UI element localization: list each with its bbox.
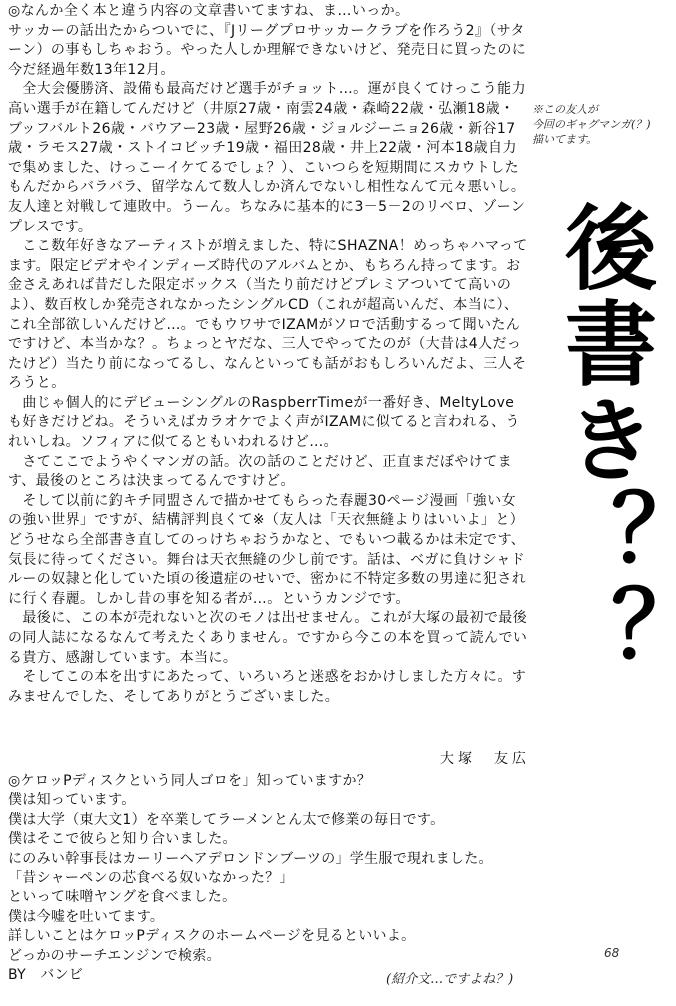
paragraph: そして以前に釣キチ同盟さんで描かせてもらった春麗30ページ漫画「強い女の強い世界」ですが、結構評判良くて※（友人は「天衣無縫よりはいいよ」と）どうせなら全部書き直してのっけちゃおうかなと、でもいつ載るかは未定です、気長に待ってください。舞台は天衣無縫の少し前です。話は、ベガに負けシャドルーの奴隷と化していた頃の後遺症のせいで、密かに不特定多数の男達に犯されに行く春麗。しかし昔の事を知る者が…。というカンジです。	[8, 492, 527, 607]
paragraph: さてここでようやくマンガの話。次の話のことだけど、正直まだぼやけてます、最後のところは決まってるんですけど。	[8, 453, 512, 490]
afterword-body	[8, 2, 528, 707]
paragraph: そしてこの本を出すにあたって、いろいろと迷惑をおかけしました方々に。すみませんでした、そしてありがとうございました。	[8, 669, 527, 705]
intro-signature: BY バンビ	[8, 967, 84, 984]
intro-line: 詳しいことはケロッPディスクのホームページを見るといいよ。	[8, 928, 416, 945]
intro-line: 僕は大学（東大文1）を卒業してラーメンとん太で修業の毎日です。	[8, 811, 445, 828]
handwritten-bottom-note: (紹介文…ですよね？)	[386, 972, 514, 987]
side-note-line: ※この友人が	[532, 103, 598, 116]
intro-line: ◎ケロッPディスクという同人ゴロを」知っていますか？	[8, 773, 372, 789]
paragraph: 曲じゃ個人的にデビューシングルのRaspberrTimeが一番好き、MeltyLoveも好きだけどね。そういえばカラオケでよく声がIZAMに似てると言われる、うれいしね。ソフィアに似てるともいわれるけど…。	[8, 394, 520, 451]
handwritten-side-note	[532, 102, 672, 147]
intro-line: といって味噌ヤングを食べました。	[8, 889, 237, 906]
paragraph: 最後に、この本が売れないと次のモノは出せません。これが大塚の最初で最後の同人誌になるなんて考えたくありません。ですから今この本を買って読んでいる貴方、感謝しています。本当に。	[8, 610, 528, 666]
afterword-title: 後書き？？	[550, 200, 658, 680]
intro-line: 「昔シャーペンの芯食べる奴いなかった？」	[8, 870, 294, 887]
paragraph: サッカーの話出たからついでに、『Jリーグプロサッカークラブを作ろう2』（サターン）の事もしちゃおう。やった人しか理解できないけど、発売日に買ったのに今だ経過年数13年12月。	[8, 22, 527, 78]
page-number: 68	[604, 946, 620, 960]
intro-line: どっかのサーチエンジンで検索。	[8, 947, 221, 964]
paragraph: 全大会優勝済、設備も最高だけど選手がチョット…。運が良くてけっこう能力高い選手が在籍してんだけど（井原27歳・南雲24歳・森崎22歳・弘瀬18歳・ブッフバルト26歳・バウアー23歳・屋野26歳・ジョルジーニョ26歳・新谷17歳・ラモス27歳・ストイコビッチ19歳・福田28歳・井上22歳・河本18歳自力で集めました、けっこーイケてるでしょ？）、こいつらを短期間にスカウトしたもんだからバラバラ、留学なんて数人しか済んでないし相性なんて元々悪いし。友人達と対戦して連敗中。うーん。ちなみに基本的に3－5－2のリベロ、ゾーンプレスです。	[8, 81, 526, 235]
side-note-line: 今回のギャグマンガ(？)	[532, 118, 651, 131]
side-note-line: 描いてます。	[532, 133, 598, 146]
paragraph: ここ数年好きなアーティストが増えました、特にSHAZNA！めっちゃハマってます。限定ビデオやインディーズ時代のアルバムとか、もちろん持ってます。お金さえあれば昔だした限定ボックス（当たり前だけどプレミアついてて高いのよ）、数百枚しか発売されなかったシングルCD（これが超高いんだ、本当に）、これ全部欲しいんだけど…。でもウワサでIZAMがソロで活動するって聞いたんですけど、本当かな？。ちょっとヤだな、三人でやってたのが（大昔は4人だったけど）当たり前になってるし、なんといっても話がおもしろいんだよ、三人そろうと。	[8, 238, 528, 392]
author-signature: 大塚 友広	[440, 751, 530, 767]
intro-line: にのみい幹事長はカーリーヘアデロンドンブーツの」学生服で現れました。	[8, 850, 493, 867]
intro-line: 僕はそこで彼らと知り合いました。	[8, 831, 237, 848]
intro-line: 僕は今嘘を吐いてます。	[8, 908, 165, 925]
introduction-section	[8, 772, 568, 985]
intro-line: 僕は知っています。	[8, 792, 136, 809]
paragraph: ◎なんか全く本と違う内容の文章書いてますね、ま…いっか。	[8, 3, 410, 19]
